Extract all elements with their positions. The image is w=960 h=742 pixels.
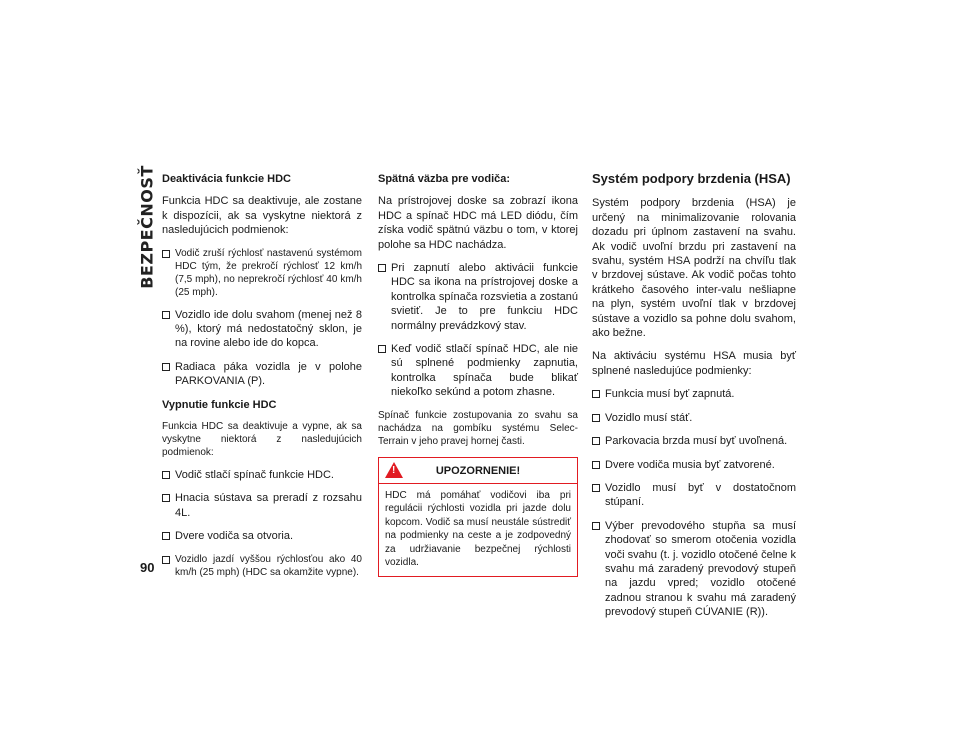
checkbox-bullet-icon — [162, 311, 170, 319]
list-item: Hnacia sústava sa preradí z rozsahu 4L. — [162, 491, 362, 520]
paragraph: Funkcia HDC sa deaktivuje a vypne, ak sa vyskytne niektorá z nasledujúcich podmienok: — [162, 421, 362, 459]
warning-header — [379, 458, 577, 484]
checkbox-bullet-icon — [162, 556, 170, 564]
warning-text: HDC má pomáhať vodičovi iba pri regulácii rýchlosti vozidla pri jazde dolu kopcom. Vodič sa musí neustále sústrediť na podmienky na ceste a je zodpovedný za udržiavanie bezpečnej rýchlosti vozidla. — [385, 489, 571, 569]
list-item: Dvere vodiča musia byť zatvorené. — [592, 458, 796, 472]
bullet-list — [162, 247, 362, 389]
warning-title: UPOZORNENIE! — [435, 464, 521, 477]
list-item: Vozidlo musí stáť. — [592, 411, 796, 425]
checkbox-bullet-icon — [162, 250, 170, 258]
list-item: Vodič stlačí spínač funkcie HDC. — [162, 468, 362, 482]
section-title-hsa: Systém podpory brzdenia (HSA) — [592, 171, 791, 186]
paragraph: Funkcia HDC sa deaktivuje, ale zostane k dispozícii, ak sa vyskytne niektorá z nasledujúcich podmienok: — [162, 195, 362, 237]
warning-triangle-icon — [385, 462, 403, 478]
list-item: Vozidlo musí byť v dostatočnom stúpaní. — [592, 481, 796, 510]
paragraph: Na prístrojovej doske sa zobrazí ikona HDC a spínač HDC má LED diódu, čím získa vodič spätnú väzbu o tom, v ktorej polohe sa HDC nachádza. — [378, 195, 578, 251]
heading-hdc-deactivation: Deaktivácia funkcie HDC — [162, 173, 291, 185]
checkbox-bullet-icon — [162, 363, 170, 371]
section-side-tab-label: BEZPEČNOSŤ — [137, 165, 157, 289]
bullet-list — [592, 387, 796, 619]
column-right — [592, 172, 796, 629]
checkbox-bullet-icon — [162, 471, 170, 479]
list-item: Výber prevodového stupňa sa musí zhodovať so smerom otočenia vozidla voči svahu (t. j. vozidlo otočené čelne k svahu má zaradený prevodový stupeň na jazdu vpred; vozidlo otočené zadnou stranou k svahu má zaradený prevodový stupeň CÚVANIE (R)). — [592, 519, 796, 620]
checkbox-bullet-icon — [592, 522, 600, 530]
list-item: Vozidlo ide dolu svahom (menej než 8 %), ktorý má nedostatočný sklon, je na rovine alebo ide do kopca. — [162, 308, 362, 351]
paragraph: Spínač funkcie zostupovania zo svahu sa nachádza na gombíku systému Selec-Terrain v jeho pravej hornej časti. — [378, 409, 578, 447]
checkbox-bullet-icon — [378, 264, 386, 272]
list-item: Funkcia musí byť zapnutá. — [592, 387, 796, 401]
checkbox-bullet-icon — [592, 414, 600, 422]
bullet-list — [378, 261, 578, 400]
list-item: Radiaca páka vozidla je v polohe PARKOVANIA (P). — [162, 360, 362, 389]
heading-driver-feedback: Spätná väzba pre vodiča: — [378, 173, 511, 185]
list-item: Parkovacia brzda musí byť uvoľnená. — [592, 434, 796, 448]
list-item: Dvere vodiča sa otvoria. — [162, 529, 362, 543]
checkbox-bullet-icon — [378, 345, 386, 353]
checkbox-bullet-icon — [592, 484, 600, 492]
checkbox-bullet-icon — [592, 461, 600, 469]
page-number: 90 — [140, 560, 155, 575]
checkbox-bullet-icon — [162, 532, 170, 540]
list-item: Vozidlo jazdí vyššou rýchlosťou ako 40 km/h (25 mph) (HDC sa okamžite vypne). — [162, 553, 362, 579]
heading-hdc-off: Vypnutie funkcie HDC — [162, 398, 277, 411]
list-item: Vodič zruší rýchlosť nastavenú systémom HDC tým, že prekročí rýchlosť 12 km/h (7,5 mph), no neprekročí rýchlosť 40 km/h (25 mph). — [162, 247, 362, 299]
list-item: Keď vodič stlačí spínač HDC, ale nie sú splnené podmienky zapnutia, kontrolka spínača bude blikať niekoľko sekúnd a potom zhasne. — [378, 342, 578, 400]
bullet-list — [162, 468, 362, 579]
list-item: Pri zapnutí alebo aktivácii funkcie HDC sa ikona na prístrojovej doske a kontrolka spínača rozsvietia a zostanú svietiť. Je to pre funkciu HDC normálny prevádzkový stav. — [378, 261, 578, 333]
checkbox-bullet-icon — [592, 437, 600, 445]
column-left — [162, 172, 362, 588]
warning-box — [378, 457, 578, 577]
paragraph: Na aktiváciu systému HSA musia byť splnené nasledujúce podmienky: — [592, 350, 796, 377]
paragraph: Systém podpory brzdenia (HSA) je určený na minimalizovanie rolovania dozadu pri úplnom zastavení na svahu. Ak vodič uvoľní brzdu pri zastavení na svahu, systém HSA podrží na chvíľu tlak v brzdovej sústave. Ak vodič počas tohto krátkeho časového inter-valu nešliapne na plyn, systém uvoľní tlak v brzdovej sústave a vozidlo sa pohne dolu svahom, ako bežne. — [592, 197, 796, 340]
section-side-tab — [133, 165, 161, 289]
checkbox-bullet-icon — [162, 494, 170, 502]
column-middle — [378, 172, 578, 577]
checkbox-bullet-icon — [592, 390, 600, 398]
